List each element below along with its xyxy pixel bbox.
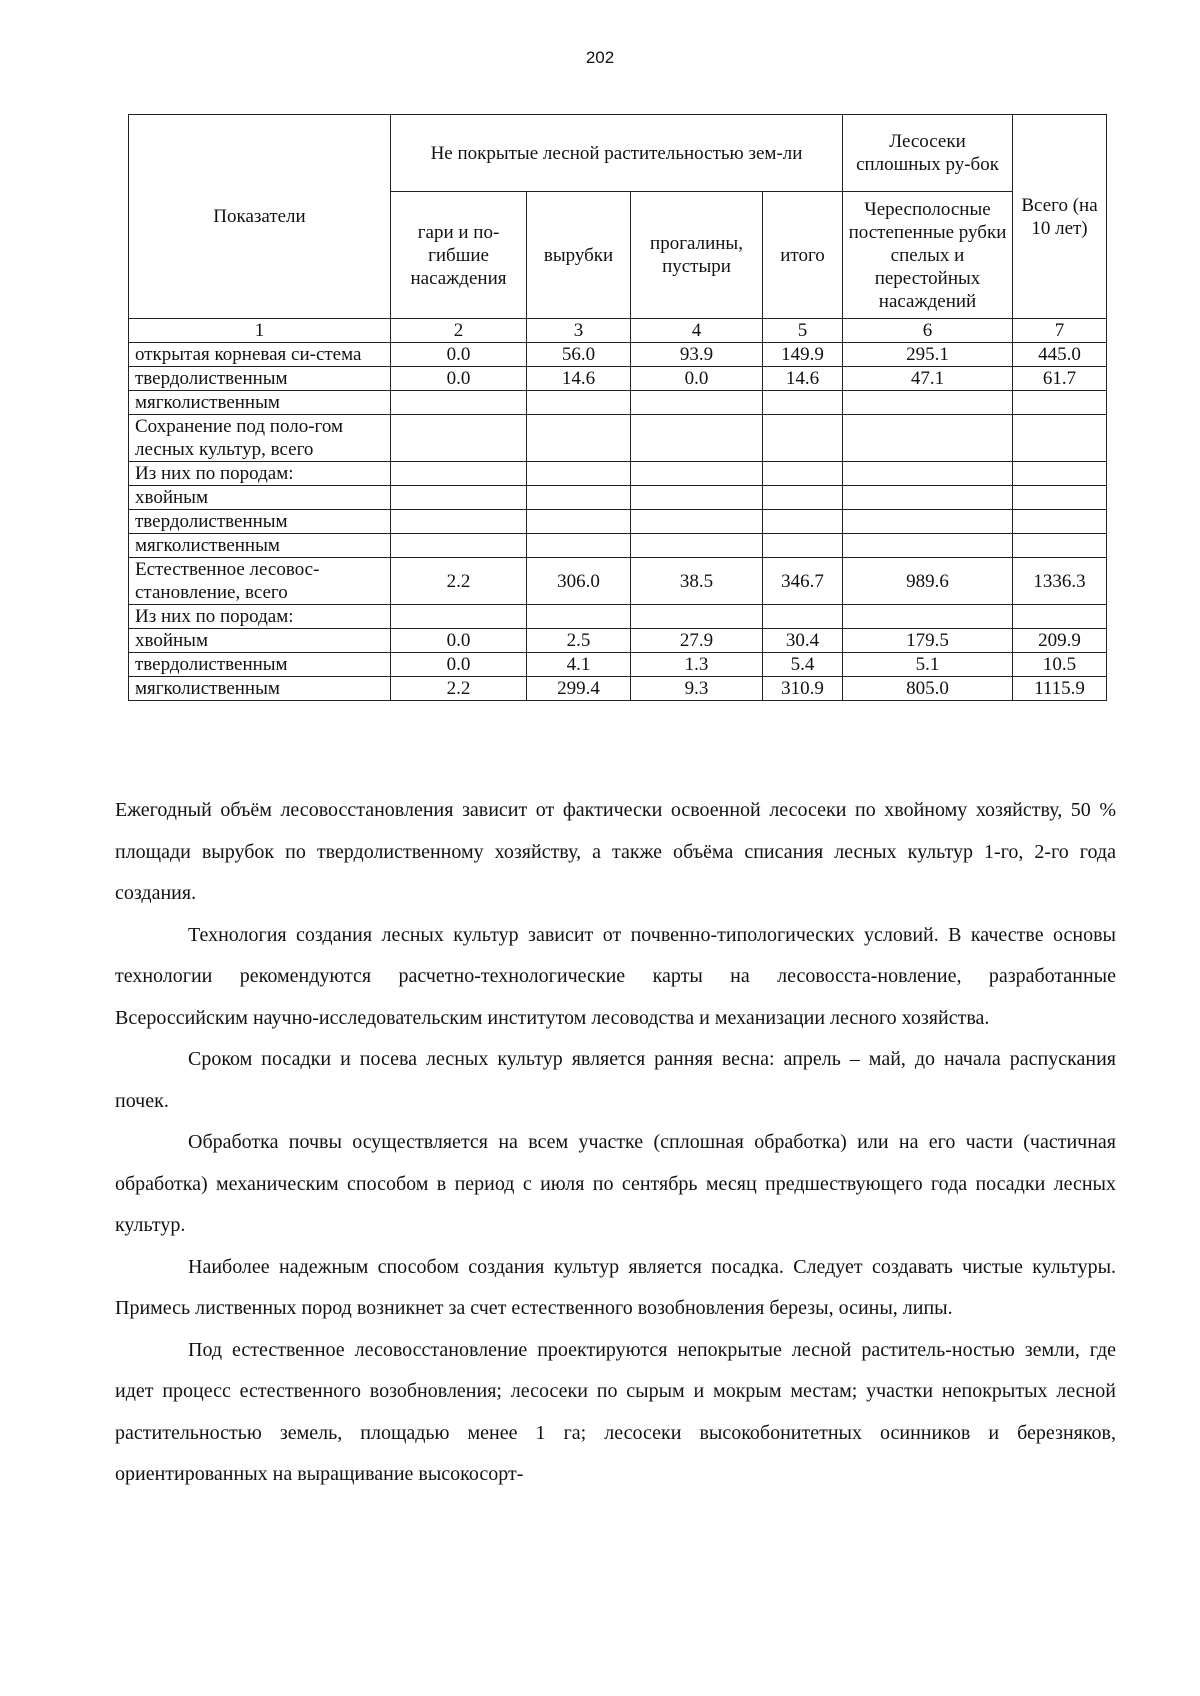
- table-cell: [763, 605, 843, 629]
- row-label: мягколиственным: [129, 534, 391, 558]
- row-label: твердолиственным: [129, 367, 391, 391]
- table-cell: 93.9: [631, 343, 763, 367]
- column-number: 7: [1013, 319, 1107, 343]
- table-cell: 10.5: [1013, 653, 1107, 677]
- header-strip-gradual-cuttings: Чересполосные постепенные рубки спелых и перестойных насаждений: [843, 192, 1013, 319]
- table-cell: 5.1: [843, 653, 1013, 677]
- table-cell: 14.6: [763, 367, 843, 391]
- table-cell: 14.6: [527, 367, 631, 391]
- table-cell: 0.0: [391, 629, 527, 653]
- header-indicators: Показатели: [129, 115, 391, 319]
- table-cell: 0.0: [391, 653, 527, 677]
- table-row: [129, 462, 1107, 486]
- table-cell: 5.4: [763, 653, 843, 677]
- table-cell: 1336.3: [1013, 558, 1107, 605]
- table-cell: [527, 605, 631, 629]
- row-label: мягколиственным: [129, 677, 391, 701]
- table-cell: [631, 486, 763, 510]
- column-number: 6: [843, 319, 1013, 343]
- table-cell: [763, 391, 843, 415]
- table-cell: [763, 510, 843, 534]
- table-cell: 346.7: [763, 558, 843, 605]
- table-cell: 0.0: [631, 367, 763, 391]
- table-row: [129, 629, 1107, 653]
- table-cell: 2.5: [527, 629, 631, 653]
- table-row: [129, 486, 1107, 510]
- header-cuttings: вырубки: [527, 192, 631, 319]
- table-cell: 56.0: [527, 343, 631, 367]
- table-body: [129, 343, 1107, 701]
- paragraph: Наиболее надежным способом создания культур является посадка. Следует создавать чистые культуры. Примесь лиственных пород возникнет за счет естественного возобновления березы, осины, липы.: [115, 1255, 1116, 1319]
- table-cell: [527, 415, 631, 462]
- table-cell: 179.5: [843, 629, 1013, 653]
- table-cell: [843, 534, 1013, 558]
- header-total-10-years: Всего (на 10 лет): [1013, 115, 1107, 319]
- table-row: [129, 391, 1107, 415]
- table-cell: [1013, 510, 1107, 534]
- table-cell: 38.5: [631, 558, 763, 605]
- table-cell: [391, 415, 527, 462]
- table-cell: 295.1: [843, 343, 1013, 367]
- table-cell: [391, 462, 527, 486]
- table-cell: 1115.9: [1013, 677, 1107, 701]
- header-burnt-dead-stands: гари и по-гибшие насаждения: [391, 192, 527, 319]
- paragraph: Ежегодный объём лесовосстановления зависит от фактически освоенной лесосеки по хвойному хозяйству, 50 % площади вырубок по твердолиственному хозяйству, а также объёма списания лесных культур 1-го, 2-го года создания.: [115, 799, 1116, 904]
- table-cell: [631, 605, 763, 629]
- table-cell: [391, 391, 527, 415]
- table-cell: [763, 462, 843, 486]
- table-cell: 0.0: [391, 367, 527, 391]
- column-number: 4: [631, 319, 763, 343]
- table-cell: [763, 415, 843, 462]
- table-cell: [391, 605, 527, 629]
- header-subtotal: итого: [763, 192, 843, 319]
- table-row: [129, 367, 1107, 391]
- table-cell: [763, 486, 843, 510]
- row-label: Естественное лесовос-становление, всего: [129, 558, 391, 605]
- header-not-covered-lands: Не покрытые лесной растительностью зем-ли: [391, 115, 843, 192]
- table-cell: [843, 510, 1013, 534]
- table-cell: 445.0: [1013, 343, 1107, 367]
- header-clearcut-areas: Лесосеки сплошных ру-бок: [843, 115, 1013, 192]
- row-label: мягколиственным: [129, 391, 391, 415]
- row-label: открытая корневая си-стема: [129, 343, 391, 367]
- row-label: твердолиственным: [129, 510, 391, 534]
- table-row: [129, 653, 1107, 677]
- table-cell: [843, 486, 1013, 510]
- column-number: 2: [391, 319, 527, 343]
- column-number: 1: [129, 319, 391, 343]
- table-cell: 27.9: [631, 629, 763, 653]
- table-cell: [391, 534, 527, 558]
- table-cell: [843, 415, 1013, 462]
- table-cell: 47.1: [843, 367, 1013, 391]
- paragraph: Сроком посадки и посева лесных культур является ранняя весна: апрель – май, до начала распускания почек.: [115, 1048, 1116, 1112]
- table-cell: [843, 391, 1013, 415]
- paragraph: Технология создания лесных культур зависит от почвенно-типологических условий. В качестве основы технологии рекомендуются расчетно-технологические карты на лесовосста-новление, разработанные Всероссийским научно-исследовательским институтом лесоводства и механизации лесного хозяйства.: [115, 923, 1116, 1029]
- table-cell: [527, 462, 631, 486]
- table-cell: [391, 510, 527, 534]
- table-cell: 306.0: [527, 558, 631, 605]
- table-cell: [631, 415, 763, 462]
- column-number: 5: [763, 319, 843, 343]
- table-row: [129, 534, 1107, 558]
- table-cell: [527, 510, 631, 534]
- table-row: [129, 605, 1107, 629]
- table-cell: 209.9: [1013, 629, 1107, 653]
- table-cell: [631, 391, 763, 415]
- table-cell: [391, 486, 527, 510]
- table-cell: 0.0: [391, 343, 527, 367]
- row-label: Из них по породам:: [129, 605, 391, 629]
- table-cell: [527, 534, 631, 558]
- table-cell: [631, 534, 763, 558]
- table-cell: [1013, 391, 1107, 415]
- table-cell: 61.7: [1013, 367, 1107, 391]
- table-row: [129, 415, 1107, 462]
- table-cell: 1.3: [631, 653, 763, 677]
- paragraph: Обработка почвы осуществляется на всем участке (сплошная обработка) или на его части (частичная обработка) механическим способом в период с июля по сентябрь месяц предшествующего года посадки лесных культур.: [115, 1131, 1116, 1236]
- table-cell: 9.3: [631, 677, 763, 701]
- table-cell: 299.4: [527, 677, 631, 701]
- header-glades-wastelands: прогалины, пустыри: [631, 192, 763, 319]
- table-cell: [843, 605, 1013, 629]
- table-row: [129, 558, 1107, 605]
- table-cell: 989.6: [843, 558, 1013, 605]
- table-cell: [1013, 462, 1107, 486]
- row-label: твердолиственным: [129, 653, 391, 677]
- table-cell: 30.4: [763, 629, 843, 653]
- row-label: Из них по породам:: [129, 462, 391, 486]
- forest-restoration-table: [128, 114, 1107, 701]
- table-cell: 149.9: [763, 343, 843, 367]
- table-cell: [1013, 486, 1107, 510]
- table-cell: [631, 510, 763, 534]
- row-label: хвойным: [129, 629, 391, 653]
- table-cell: [843, 462, 1013, 486]
- table-row: [129, 343, 1107, 367]
- column-number: 3: [527, 319, 631, 343]
- table-cell: [527, 391, 631, 415]
- table-cell: [1013, 605, 1107, 629]
- table-cell: [527, 486, 631, 510]
- table-cell: [763, 534, 843, 558]
- table-row: [129, 677, 1107, 701]
- row-label: Сохранение под поло-гом лесных культур, всего: [129, 415, 391, 462]
- table-cell: 2.2: [391, 677, 527, 701]
- table-cell: 805.0: [843, 677, 1013, 701]
- row-label: хвойным: [129, 486, 391, 510]
- paragraph: Под естественное лесовосстановление проектируются непокрытые лесной раститель-ностью земли, где идет процесс естественного возобновления; лесосеки по сырым и мокрым местам; участки непокрытых лесной растительностью земель, площадью менее 1 га; лесосеки высокобонитетных осинников и березняков, ориентированных на выращивание высокосорт-: [115, 1338, 1116, 1485]
- body-text: [115, 790, 1116, 1496]
- table-cell: [631, 462, 763, 486]
- table-cell: 4.1: [527, 653, 631, 677]
- table-cell: [1013, 534, 1107, 558]
- page-number: 202: [585, 48, 615, 67]
- table-cell: 310.9: [763, 677, 843, 701]
- table-cell: [1013, 415, 1107, 462]
- table-row: [129, 510, 1107, 534]
- table-cell: 2.2: [391, 558, 527, 605]
